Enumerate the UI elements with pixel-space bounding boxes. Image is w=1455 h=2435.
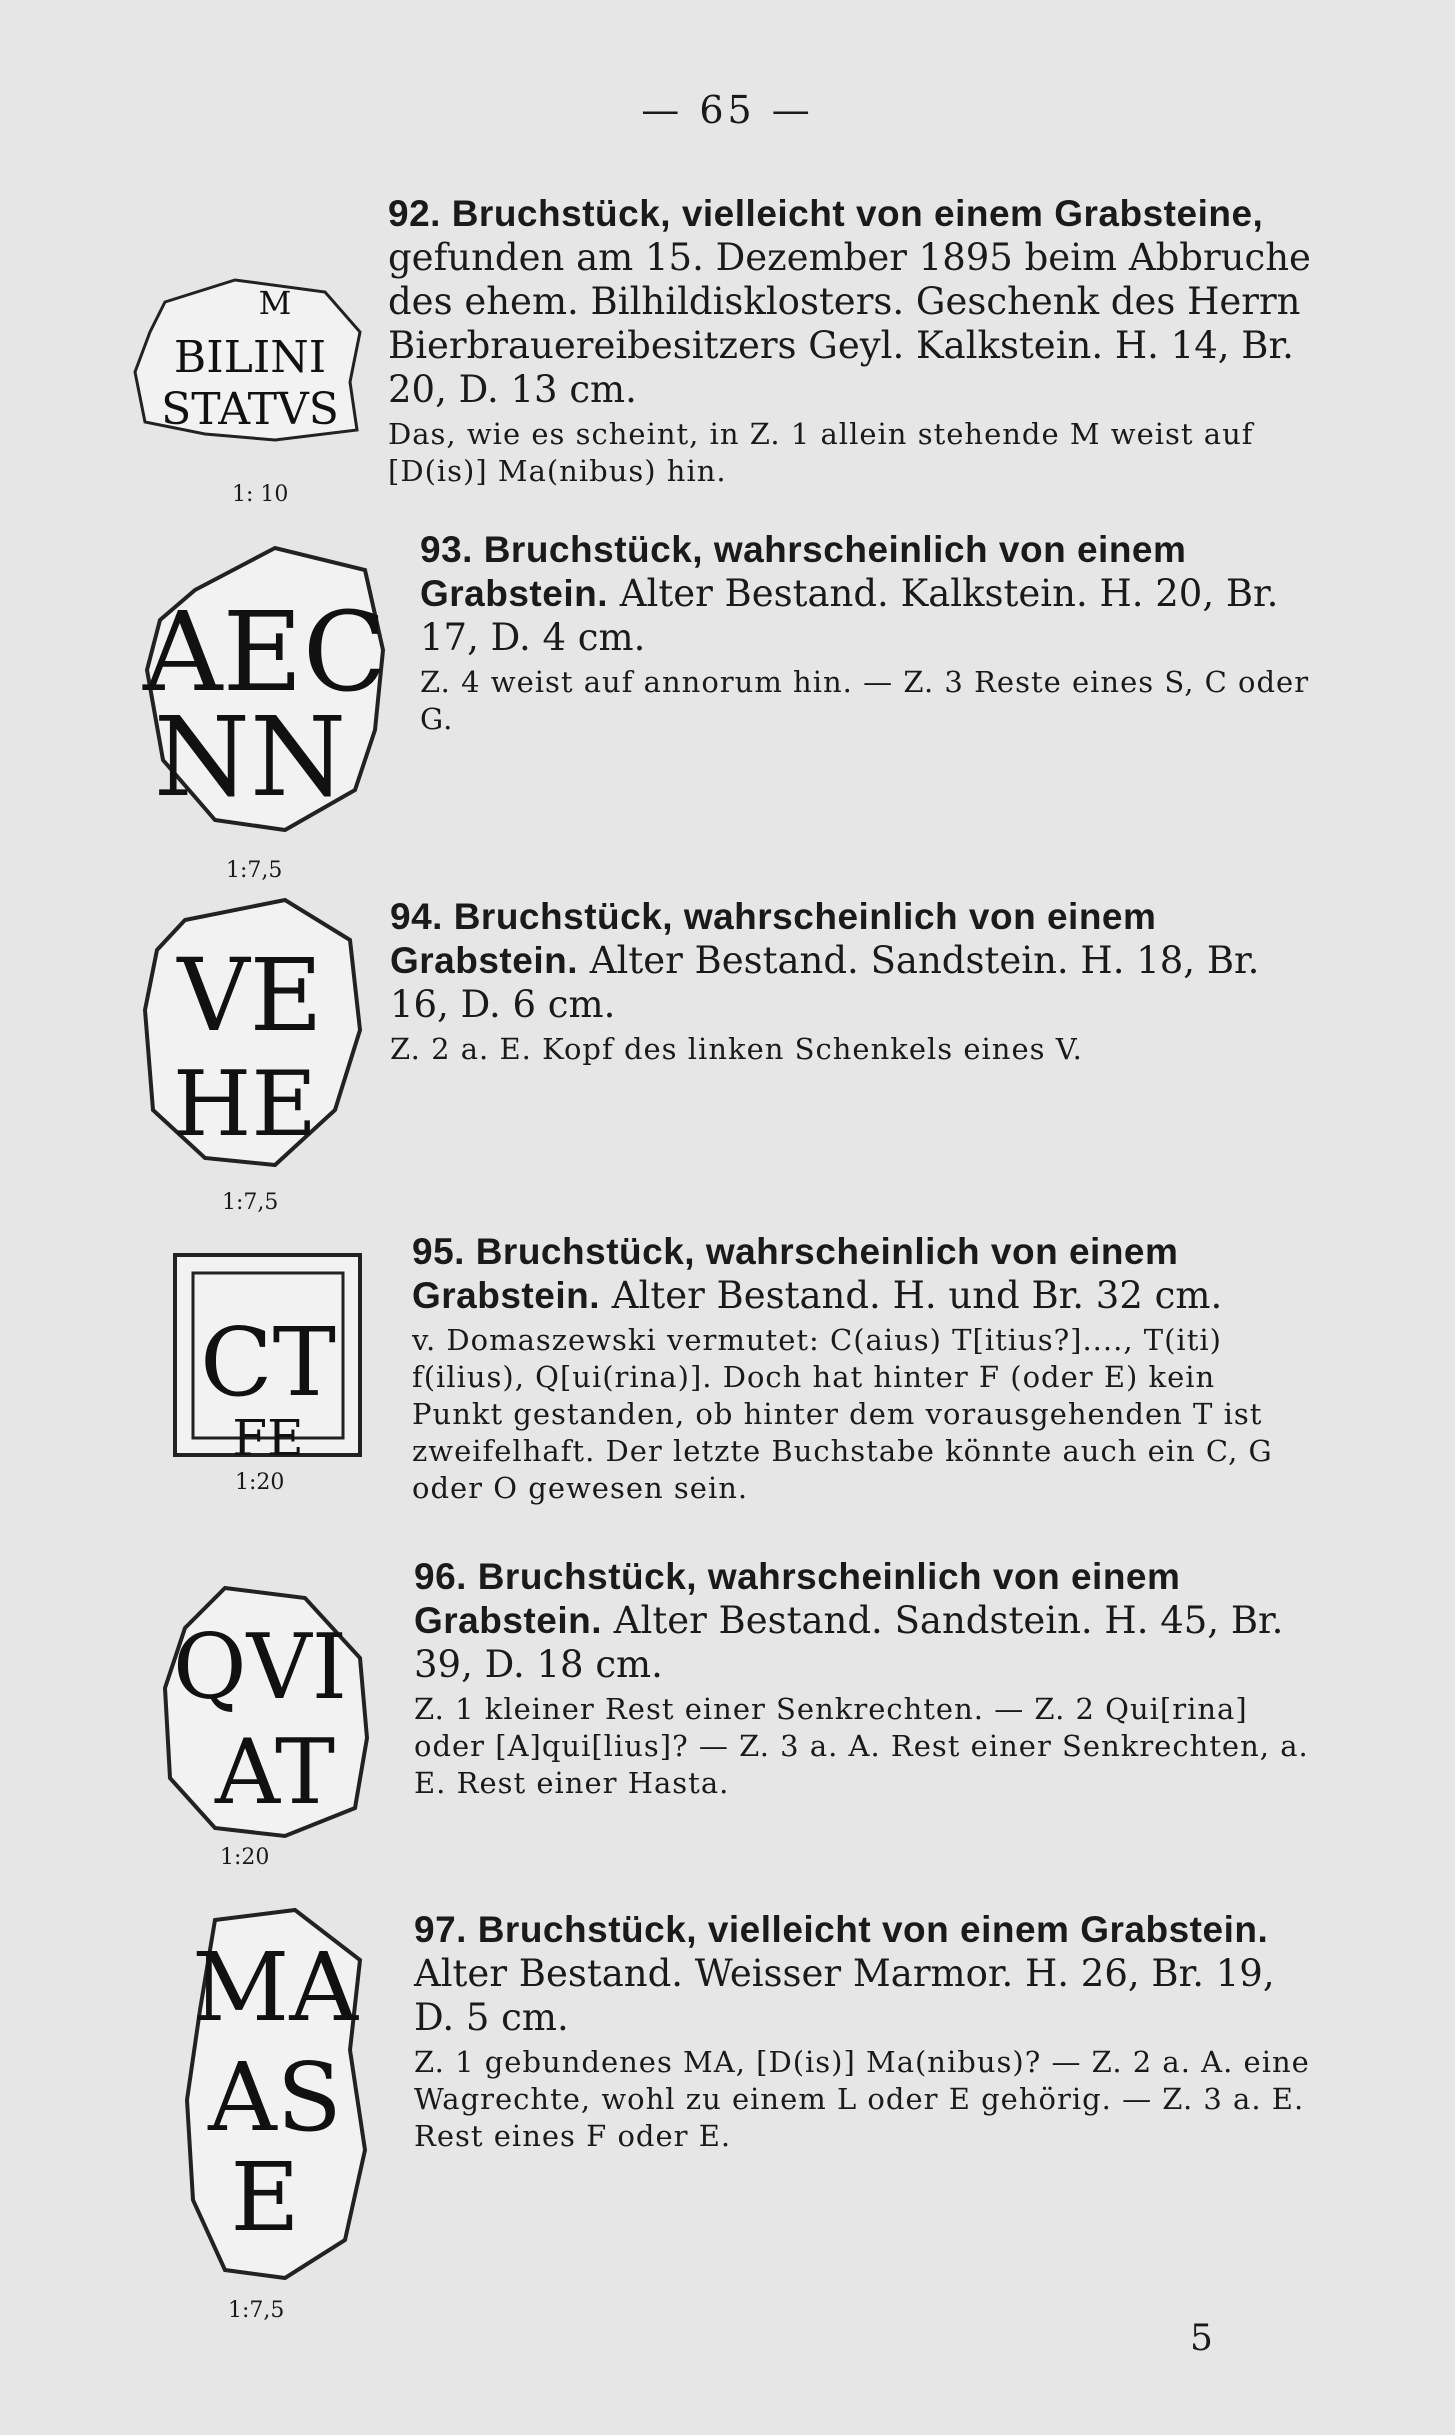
fragment-96-line-2: AT [214, 1720, 336, 1825]
fragment-96-drawing [155, 1568, 375, 1848]
entry-92 [388, 192, 1313, 490]
entry-97 [414, 1908, 1315, 2155]
entry-95 [412, 1230, 1315, 1507]
entry-92-body: gefunden am 15. Dezember 1895 beim Abbruche des ehem. Bilhildisklosters. Geschenk des Herrn Bierbrauereibesitzers Geyl. Kalkstein. H. 14, Br. 20, D. 13 cm. [388, 236, 1311, 411]
fragment-92-line-3: STATVS [161, 384, 339, 435]
entry-93 [420, 528, 1315, 738]
fragment-96-line-1: QVI [172, 1615, 348, 1720]
entry-94-body: Alter Bestand. Sandstein. H. 18, Br. 16, D. 6 cm. [390, 939, 1260, 1026]
fragment-92-line-1: M [258, 284, 292, 322]
entry-94-note: Z. 2 a. E. Kopf des linken Schenkels eines V. [390, 1032, 1083, 1066]
page-header: — 65 — [641, 88, 814, 132]
entry-97-title: 97. Bruchstück, vielleicht von einem Grabstein. [414, 1909, 1269, 1950]
fragment-95-scale: 1:20 [235, 1470, 285, 1495]
entry-93-body: Alter Bestand. Kalkstein. H. 20, Br. 17, D. 4 cm. [420, 572, 1279, 659]
fragment-94-scale: 1:7,5 [222, 1190, 279, 1215]
fragment-94-line-2: HE [172, 1052, 318, 1157]
entry-94-title: 94. Bruchstück, wahrscheinlich von einem Grabstein. [390, 896, 1157, 981]
fragment-96-scale: 1:20 [220, 1845, 270, 1870]
entry-97-body: Alter Bestand. Weisser Marmor. H. 26, Br. 19, D. 5 cm. [414, 1952, 1275, 2039]
fragment-95-drawing [165, 1245, 370, 1465]
fragment-93-scale: 1:7,5 [226, 858, 283, 883]
signature-mark: 5 [1190, 2318, 1213, 2359]
fragment-93-drawing [135, 530, 395, 850]
entry-96-title: 96. Bruchstück, wahrscheinlich von einem Grabstein. [414, 1556, 1181, 1641]
fragment-92-scale: 1: 10 [232, 482, 289, 507]
entry-95-note: v. Domaszewski vermutet: C(aius) T[itius?]...., T(iti) f(ilius), Q[ui(rina)]. Doch hat hinter F (oder E) kein Punkt gestanden, ob hinter dem vorausgehenden T ist zweifelhaft. Der letzte Buchstabe könnte auch ein C, G oder O gewesen sein. [412, 1323, 1273, 1505]
fragment-94-line-1: VE [177, 937, 323, 1054]
fragment-94-drawing [135, 880, 365, 1180]
entry-97-note: Z. 1 gebundenes MA, [D(is)] Ma(nibus)? — Z. 2 a. A. eine Wagrechte, wohl zu einem L oder E gehörig. — Z. 3 a. E. Rest eines F oder E. [414, 2045, 1310, 2153]
fragment-97-line-3: E [230, 2143, 300, 2253]
entry-96-note: Z. 1 kleiner Rest einer Senkrechten. — Z. 2 Qui[rina] oder [A]qui[lius]? — Z. 3 a. A. Rest einer Senkrechten, a. E. Rest einer Hasta. [414, 1692, 1309, 1800]
entry-94 [390, 895, 1315, 1068]
fragment-92-drawing [125, 262, 375, 452]
entry-96-body: Alter Bestand. Sandstein. H. 45, Br. 39, D. 18 cm. [414, 1599, 1284, 1686]
fragment-97-scale: 1:7,5 [228, 2298, 285, 2323]
entry-95-body: Alter Bestand. H. und Br. 32 cm. [611, 1274, 1223, 1317]
fragment-97-line-2: AS [208, 2043, 342, 2153]
fragment-95-line-2: FE [232, 1409, 304, 1465]
fragment-93-line-1: AEC [143, 588, 387, 716]
entry-95-title: 95. Bruchstück, wahrscheinlich von einem Grabstein. [412, 1231, 1179, 1316]
entry-92-title: 92. Bruchstück, vielleicht von einem Grabsteine, [388, 193, 1264, 234]
entry-92-note: Das, wie es scheint, in Z. 1 allein stehende M weist auf [D(is)] Ma(nibus) hin. [388, 417, 1254, 488]
entry-93-title: 93. Bruchstück, wahrscheinlich von einem Grabstein. [420, 529, 1187, 614]
fragment-95-line-1: CT [199, 1308, 337, 1418]
fragment-97-line-1: MA [192, 1933, 358, 2043]
fragment-92-line-2: BILINI [173, 332, 327, 383]
fragment-97-drawing [175, 1890, 375, 2290]
fragment-93-line-2: NN [153, 693, 347, 821]
entry-93-note: Z. 4 weist auf annorum hin. — Z. 3 Reste eines S, C oder G. [420, 665, 1310, 736]
entry-96 [414, 1555, 1315, 1802]
